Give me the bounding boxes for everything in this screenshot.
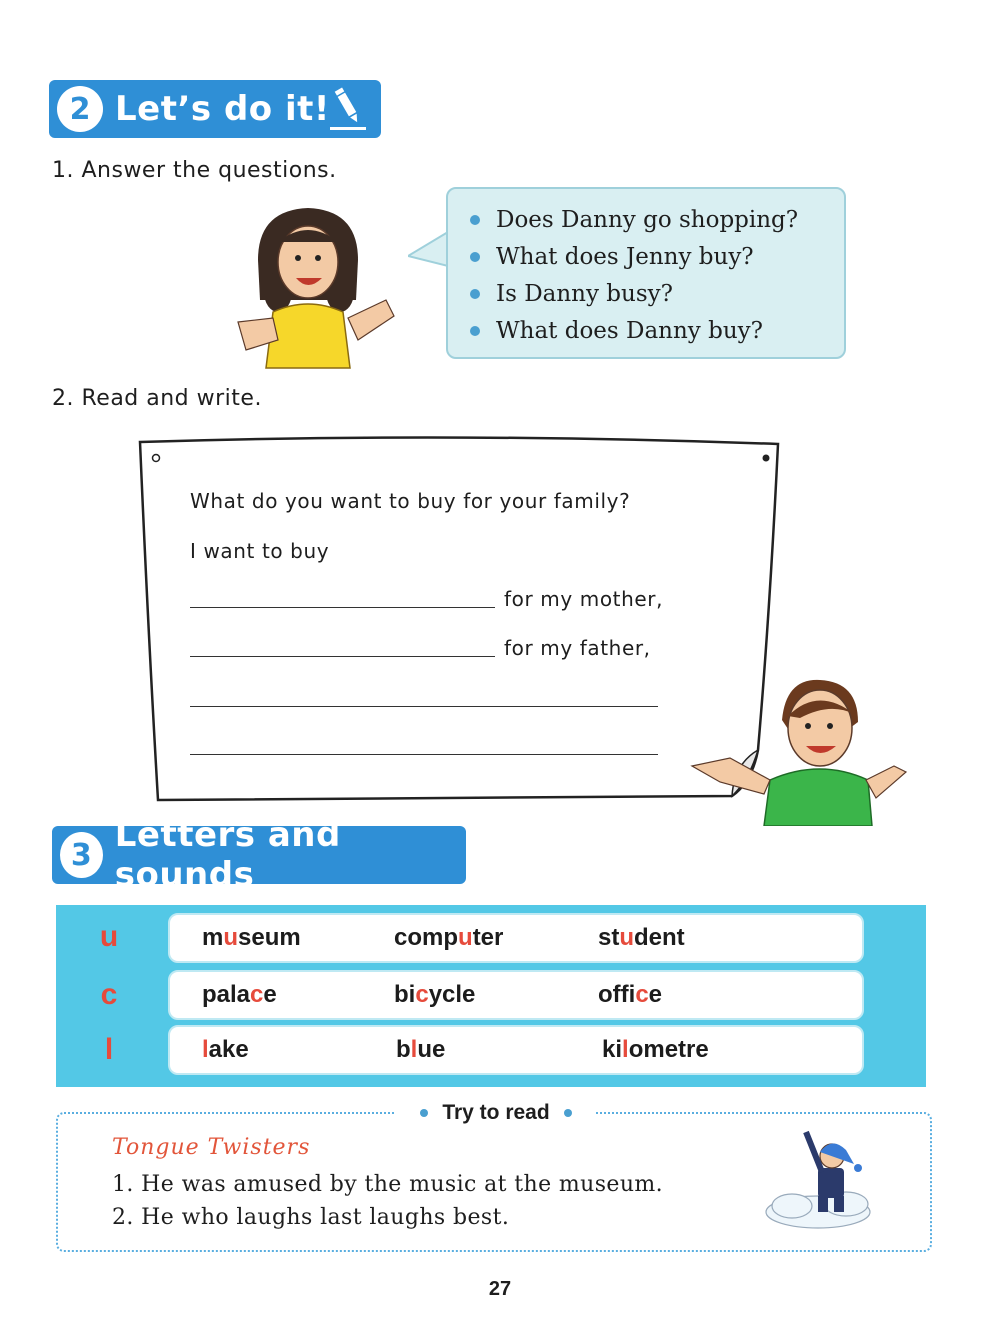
twister-line: 2. He who laughs last laughs best.: [112, 1205, 510, 1230]
word: computer: [394, 924, 504, 951]
word: bicycle: [394, 981, 476, 1008]
answer-line-1[interactable]: [190, 607, 495, 608]
sound-row: [168, 970, 864, 1020]
bullet-icon: [420, 1109, 428, 1117]
line2-suffix: for my father,: [504, 636, 651, 660]
word: blue: [396, 1036, 446, 1063]
section-number: 2: [57, 86, 103, 132]
sound-letter: u: [99, 920, 119, 953]
answer-line-2[interactable]: [190, 656, 495, 657]
sound-letter: l: [104, 1033, 114, 1066]
word: kilometre: [602, 1036, 709, 1063]
sound-row: [168, 1025, 864, 1075]
list-item: Does Danny go shopping?: [470, 201, 844, 238]
section-3-banner: [52, 815, 466, 895]
try-to-read-title: Try to read: [396, 1099, 596, 1127]
card-prompt: What do you want to buy for your family?: [190, 489, 631, 513]
answer-line-4[interactable]: [190, 754, 658, 755]
question-bubble: [446, 187, 846, 359]
list-item: Is Danny busy?: [470, 275, 844, 312]
line1-suffix: for my mother,: [504, 587, 664, 611]
sound-row: [168, 913, 864, 963]
boy-illustration: [690, 676, 910, 826]
question-list: [448, 189, 844, 349]
pencil-icon: [327, 84, 371, 134]
bullet-icon: [564, 1109, 572, 1117]
twister-heading: Tongue Twisters: [112, 1135, 311, 1160]
twister-line: 1. He was amused by the music at the museum.: [112, 1172, 664, 1197]
section-title: Letters and sounds: [114, 815, 341, 895]
sounds-panel: [56, 905, 926, 1087]
bullet-icon: [470, 215, 480, 225]
section-number: 3: [60, 832, 103, 878]
list-item: What does Jenny buy?: [470, 238, 844, 275]
cloud-boy-illustration: [762, 1124, 882, 1234]
girl-illustration: [218, 200, 408, 370]
word: lake: [202, 1036, 249, 1063]
word: palace: [202, 981, 277, 1008]
page-number: 27: [488, 1278, 512, 1300]
section-2-banner: [49, 80, 381, 138]
list-item: What does Danny buy?: [470, 312, 844, 349]
word: museum: [202, 924, 301, 951]
card-starter: I want to buy: [190, 539, 330, 563]
bullet-icon: [470, 326, 480, 336]
bullet-icon: [470, 252, 480, 262]
answer-line-3[interactable]: [190, 706, 658, 707]
bullet-icon: [470, 289, 480, 299]
section-title: Let’s do it!: [115, 89, 330, 129]
instruction-2: 2. Read and write.: [52, 386, 262, 411]
word: office: [598, 981, 663, 1008]
instruction-1: 1. Answer the questions.: [52, 158, 337, 183]
word: student: [598, 924, 685, 951]
sound-letter: c: [100, 978, 118, 1011]
